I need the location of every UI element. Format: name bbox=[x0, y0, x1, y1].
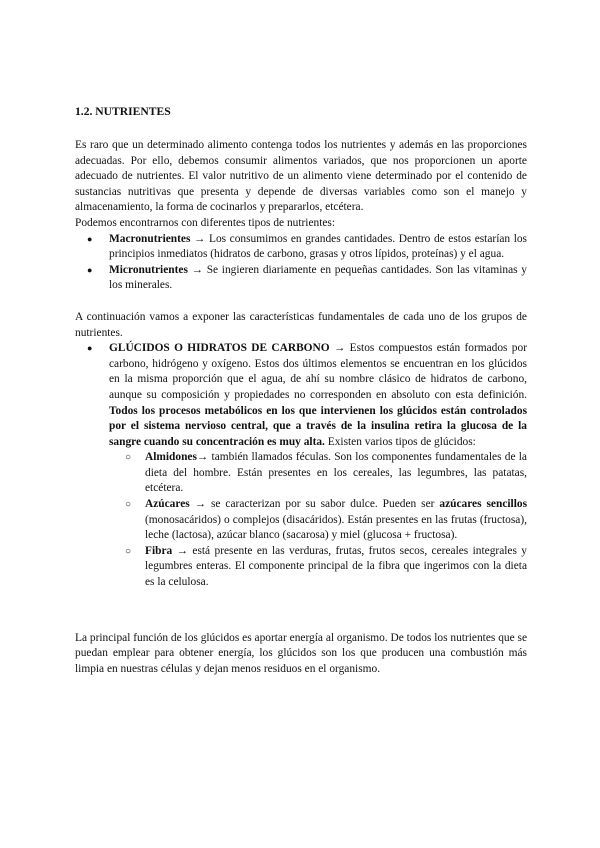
groups-intro-paragraph: A continuación vamos a exponer las características fundamentales de cada uno de los grupos de nutrientes. bbox=[75, 310, 527, 339]
conclusion-paragraph: La principal función de los glúcidos es aportar energía al organismo. De todos los nutrientes que se puedan emplear para obtener energía, los glúcidos son los que producen una combustión más limpia en nuestras células y dejan menos residuos en el organismo. bbox=[75, 631, 527, 675]
text-micronutrientes: → Se ingieren diariamente en pequeñas cantidades. Son las vitaminas y los minerales. bbox=[109, 263, 527, 292]
text-fibra: → está presente en las verduras, frutas, frutos secos, cereales integrales y legumbres enteras. El componente principal de la fibra que ingerimos con la dieta es la celulosa. bbox=[145, 544, 527, 589]
list-item-micronutrientes bbox=[75, 263, 527, 294]
term-glucidos: GLÚCIDOS O HIDRATOS DE CARBONO bbox=[109, 342, 330, 355]
text-azucares-b: (monosacáridos) o complejos (disacáridos). Están presentes en las frutas (fructosa), leche (lactosa), azúcar blanco (sacarosa) y miel (glucosa + fructosa). bbox=[145, 513, 527, 542]
text-azucares-a: → se caracterizan por su sabor dulce. Pueden ser bbox=[189, 498, 440, 511]
list-item-almidones bbox=[109, 450, 527, 497]
nutrient-types-list bbox=[75, 232, 527, 294]
term-micronutrientes: Micronutrientes bbox=[109, 263, 188, 276]
list-item-macronutrientes bbox=[75, 232, 527, 263]
glucidos-text-2: Existen varios tipos de glúcidos: bbox=[324, 435, 476, 448]
types-intro-paragraph: Podemos encontrarnos con diferentes tipos de nutrientes: bbox=[75, 216, 336, 229]
glucidos-bold-text: Todos los procesos metabólicos en los que intervienen los glúcidos están controlados por el sistema nervioso central, que a través de la insulina retira la glucosa de la sangre cuando su concentración es muy alta. bbox=[109, 404, 527, 448]
list-item-azucares bbox=[109, 497, 527, 544]
intro-paragraph: Es raro que un determinado alimento contenga todos los nutrientes y además en las proporciones adecuadas. Por ello, debemos consumir alimentos variados, que nos proporcionen un aporte adecuado de nutrientes. El valor nutritivo de un alimento viene determinado por el contenido de sustancias nutritivas que presenta y depende de diversas variables como son el manejo y almacenamiento, la forma de cocinarlos y prepararlos, etcétera. bbox=[75, 139, 527, 214]
bold-azucares-sencillos: azúcares sencillos bbox=[439, 498, 527, 511]
term-azucares: Azúcares bbox=[145, 498, 190, 511]
nutrient-groups-list bbox=[75, 341, 527, 591]
term-macronutrientes: Macronutrientes bbox=[109, 232, 191, 245]
list-item-fibra bbox=[109, 544, 527, 591]
section-title: 1.2. NUTRIENTES bbox=[75, 105, 171, 118]
glucidos-text-1: → Estos compuestos están formados por carbono, hidrógeno y oxígeno. Estos dos últimos elementos se encuentran en los glúcidos en la misma proporción que el agua, de ahí su nombre clásico de hidratos de carbono, aunque su composición y propiedades no corresponden en absoluto con esta definición. bbox=[109, 342, 527, 401]
term-fibra: Fibra bbox=[145, 544, 173, 557]
document-body bbox=[75, 104, 527, 677]
list-item-glucidos bbox=[75, 341, 527, 591]
term-almidones: Almidones bbox=[145, 451, 197, 464]
text-almidones: → también llamados féculas. Son los componentes fundamentales de la dieta del hombre. Están presentes en los cereales, las legumbres, las patatas, etcétera. bbox=[145, 451, 527, 495]
glucidos-types-list bbox=[109, 450, 527, 590]
text-macronutrientes: → Los consumimos en grandes cantidades. Dentro de estos estarían los principios inmediatos (hidratos de carbono, grasas y otros lípidos, proteínas) y el agua. bbox=[109, 232, 527, 261]
